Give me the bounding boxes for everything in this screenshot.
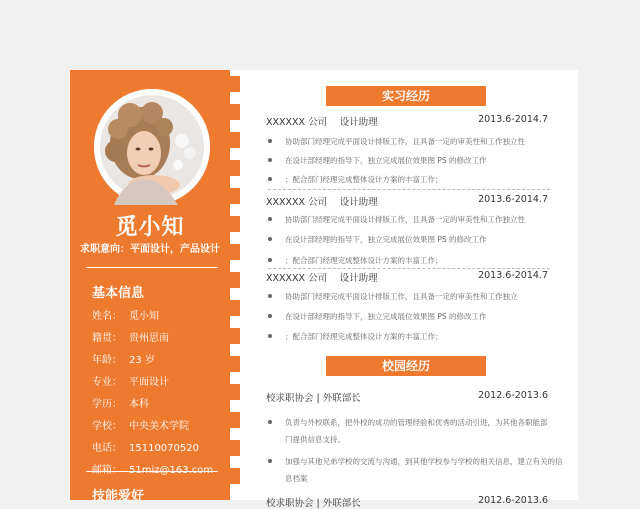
zigzag-edge (228, 70, 242, 500)
candidate-name: 觅小知 (115, 215, 185, 240)
internship-banner: 实习经历 (326, 86, 486, 106)
job-intent: 求职意向：平面设计，产品设计 (80, 244, 220, 255)
info-row: 年龄： 23 岁 (92, 355, 155, 366)
info-row: 电话： 15110070520 (92, 443, 199, 454)
divider (86, 471, 218, 472)
skills-title: 技能爱好 (92, 489, 145, 504)
divider (268, 189, 550, 190)
info-row: 学校： 中央美术学院 (92, 421, 189, 432)
info-row: 学历： 本科 (92, 399, 149, 410)
divider (86, 267, 218, 268)
campus-banner: 校园经历 (326, 356, 486, 376)
internship-entry-1: XXXXXX 公司 设计助理 2013.6-2014.7 (266, 114, 548, 128)
left-sidebar (70, 70, 230, 504)
internship-entry-2: XXXXXX 公司 设计助理 2013.6-2014.7 (266, 194, 548, 208)
divider (268, 268, 550, 269)
info-row: 姓名： 觅小知 (92, 311, 159, 322)
info-row: 专业： 平面设计 (92, 377, 169, 388)
info-row (92, 461, 213, 476)
campus-entry-1: 校求职协会 | 外联部长 2012.6-2013.6 (266, 390, 548, 404)
basic-info-title: 基本信息 (92, 286, 145, 301)
campus-entry-2: 校求职协会 | 外联部长 2012.6-2013.6 (266, 495, 548, 509)
internship-entry-3: XXXXXX 公司 设计助理 2013.6-2014.7 (266, 270, 548, 284)
resume-sheet: 觅小知 求职意向：平面设计，产品设计 基本信息 姓名： 觅小知 籍贯： 贵州思南 年龄： 23 岁 专业： 平面设计 学历： 本科 学校： 中央美术学院 电话： 15110070520 技能爱好 实习经历 XXXXXX 公司 设计助理 2013.6-2014.7 协助部门经理完成平面设计排版工作，且具备一定的审美性和工作独立性 在设计部经理的指导下，独立完成展位效果图 PS 的修改工作 ；配合部门经理完成整体设计方案的丰富工作； XXXXXX 公司 设计助理 2013.6-2014.7 协助部门经理完成平面设计排版工作，且具备一定的审美性和工作独立性 在设计部经理的指导下，独立完成展位效果图 PS 的修改工作 ；配合部门经理完成整体设计方案的丰富工作； XXXXXX 公司 设计助理 2013.6-2014.7 协助部门经理完成平面设计排版工作，且具备一定的审美性和工作独立 在设计部经理的指导下，独立完成展位效果图 PS 的修改工作 ；配合部门经理完成整体设计方案的丰富工作； 校园经历 校求职协会 | 外联部长 2012.6-2013.6 负责与外校联系，把外校的成功的管理经验和优秀的活动引进，为其他各职能部 门提供信息支持。 加强与其他兄弟学校的交流与沟通，到其他学校参与学校的相关信息，建立有关的信 息档案 校求职协会 | 外联部长 2012.6-2013.6 (70, 70, 578, 500)
info-row: 籍贯： 贵州思南 (92, 333, 169, 344)
profile-photo (94, 89, 210, 205)
